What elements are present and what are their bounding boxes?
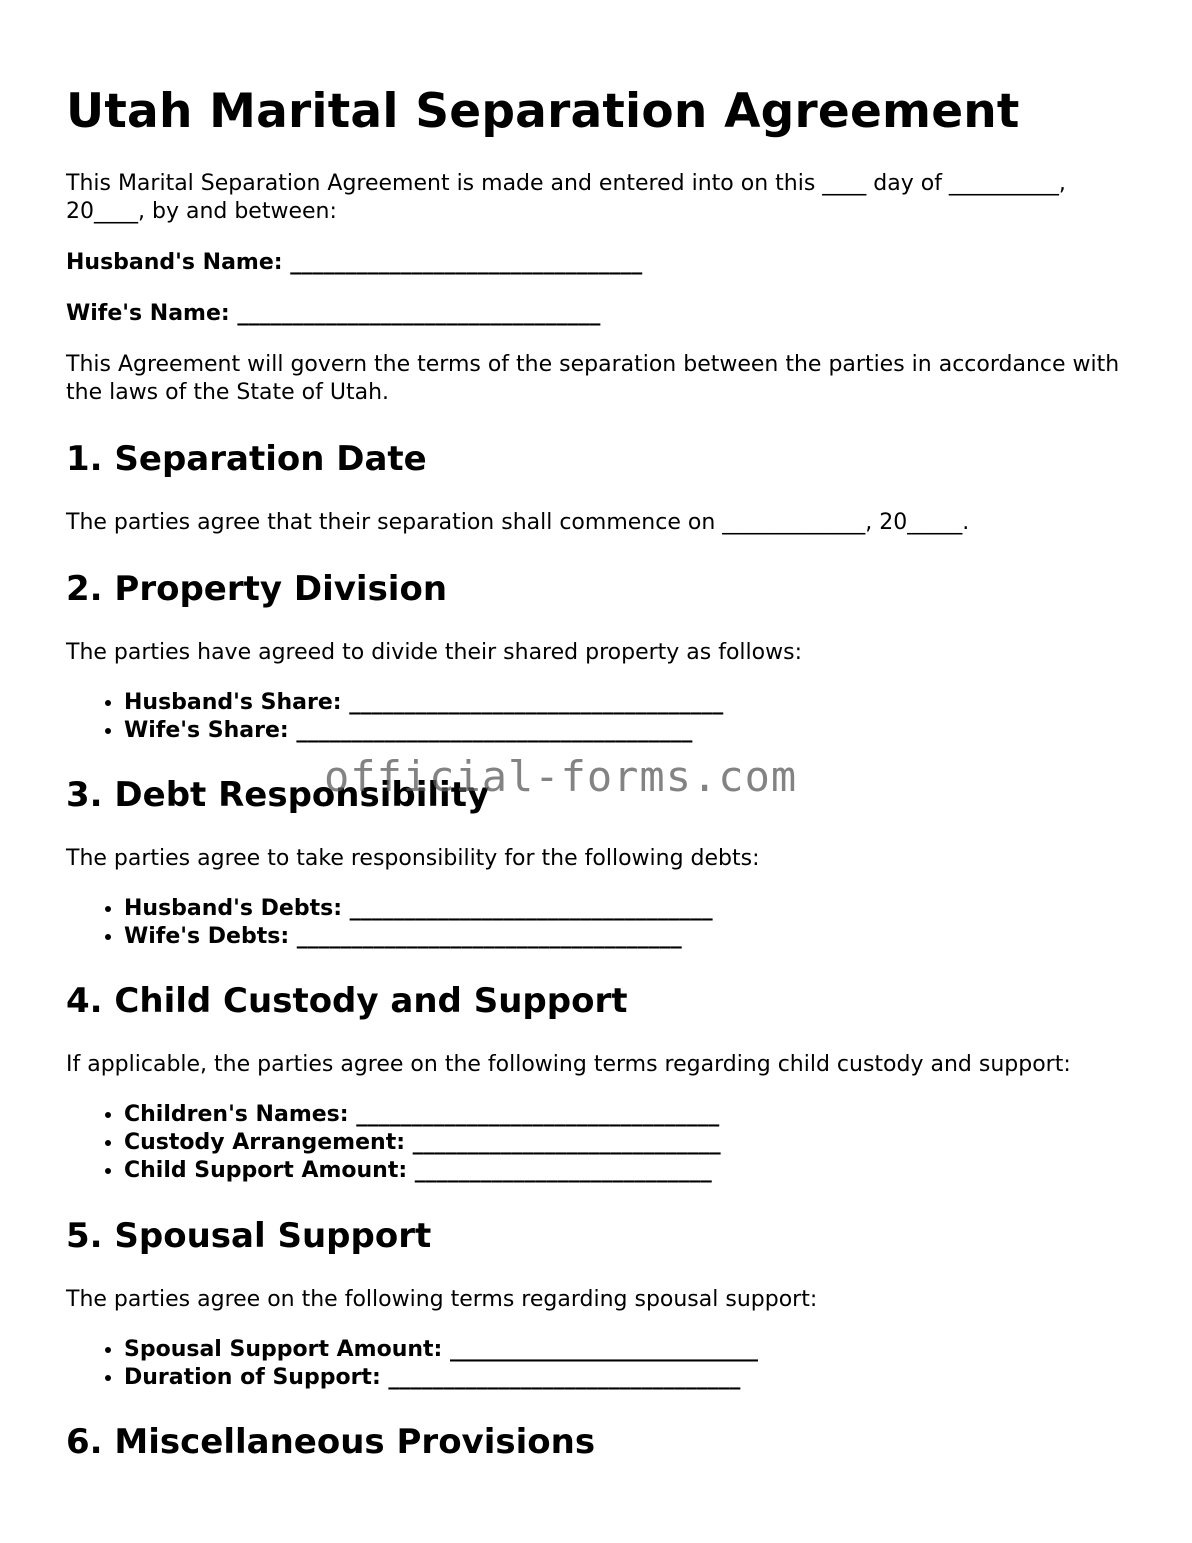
list-item: • Wife's Debts: ___________________________________ (124, 923, 1136, 951)
list-item: • Husband's Share: __________________________________ (124, 689, 1136, 717)
section-body: The parties agree to take responsibility for the following debts: (66, 846, 760, 871)
list-item: • Husband's Debts: _________________________________ (124, 895, 1136, 923)
list-item: • Spousal Support Amount: ____________________________ (124, 1336, 1136, 1364)
watermark-text: official-forms.com (324, 752, 798, 801)
section-spousal-support (66, 1216, 1136, 1392)
section-body: If applicable, the parties agree on the following terms regarding child custody and support: (66, 1052, 1071, 1077)
section-heading: 4. Child Custody and Support (66, 981, 628, 1021)
list-item: • Duration of Support: ________________________________ (124, 1364, 1136, 1392)
section-miscellaneous (66, 1422, 1136, 1462)
custody-list (66, 1101, 1136, 1185)
debt-list (66, 895, 1136, 951)
husband-name-field: Husband's Name: ________________________________ (66, 250, 643, 275)
intro-paragraph: This Marital Separation Agreement is made and entered into on this ____ day of __________, 20____, by and between: (66, 171, 1066, 224)
property-list (66, 689, 1136, 745)
section-heading: 2. Property Division (66, 569, 448, 609)
document-title: Utah Marital Separation Agreement (66, 84, 1020, 139)
list-item: • Children's Names: _________________________________ (124, 1101, 1136, 1129)
list-item: • Child Support Amount: ___________________________ (124, 1157, 1136, 1185)
spousal-support-list (66, 1336, 1136, 1392)
governing-law-paragraph: This Agreement will govern the terms of the separation between the parties in accordance with the laws of the State of Utah. (66, 352, 1120, 405)
section-heading: 6. Miscellaneous Provisions (66, 1422, 596, 1462)
section-heading: 5. Spousal Support (66, 1216, 432, 1256)
section-body: The parties agree that their separation shall commence on _____________, 20_____. (66, 510, 970, 535)
section-debt-responsibility (66, 775, 1136, 951)
document-page (66, 0, 1136, 1462)
section-heading: 1. Separation Date (66, 439, 427, 479)
section-property-division (66, 569, 1136, 745)
section-separation-date (66, 439, 1136, 537)
wife-name-field: Wife's Name: _________________________________ (66, 301, 601, 326)
section-body: The parties agree on the following terms regarding spousal support: (66, 1287, 818, 1312)
list-item: • Custody Arrangement: ____________________________ (124, 1129, 1136, 1157)
section-child-custody (66, 981, 1136, 1185)
list-item: • Wife's Share: ____________________________________ (124, 717, 1136, 745)
section-body: The parties have agreed to divide their shared property as follows: (66, 640, 802, 665)
section-heading: 3. Debt Responsibility (66, 775, 490, 815)
